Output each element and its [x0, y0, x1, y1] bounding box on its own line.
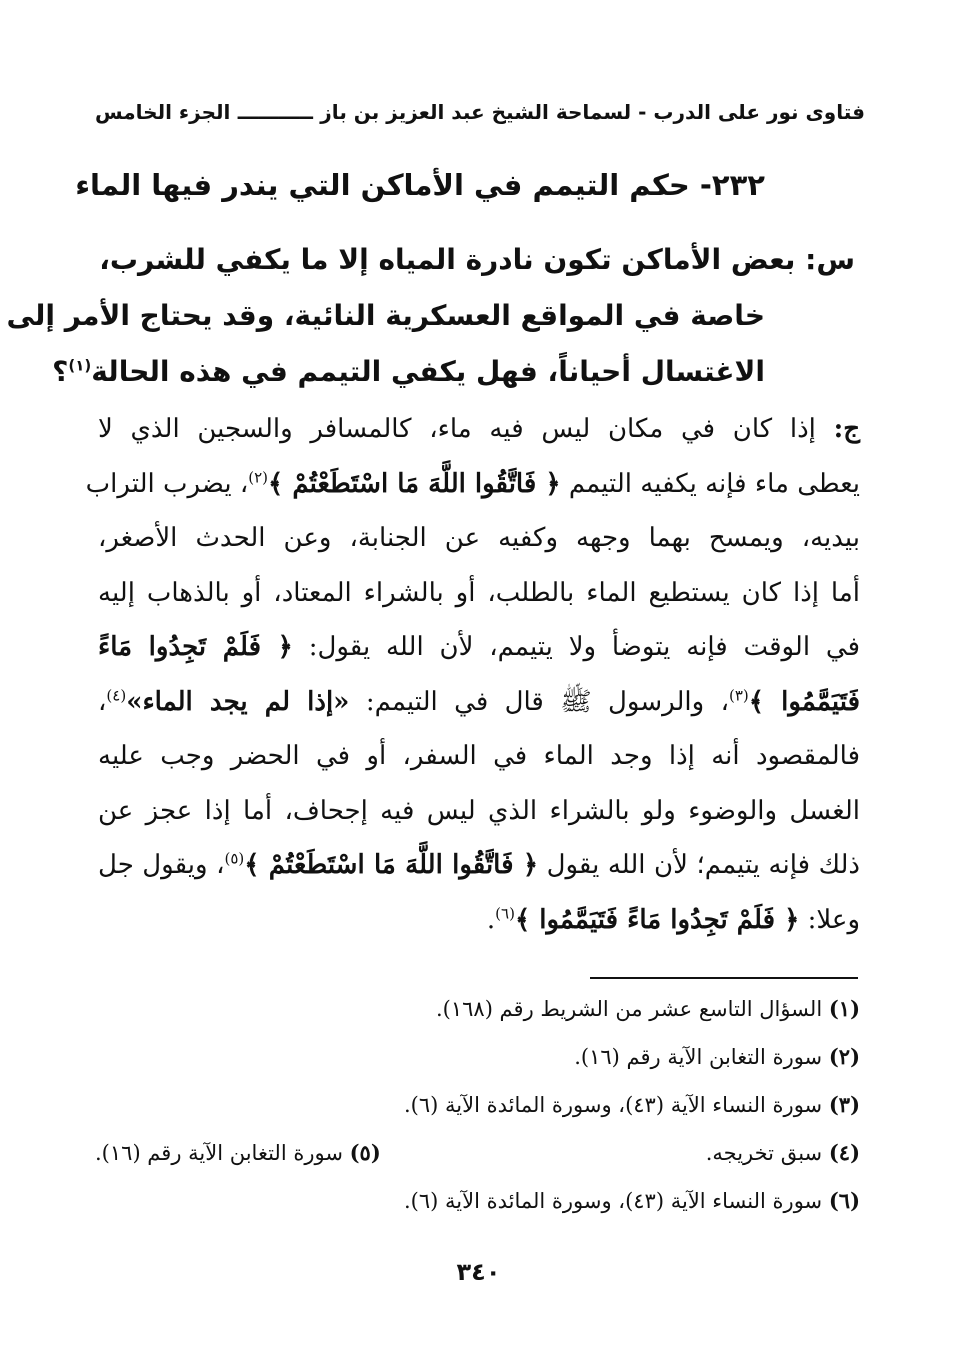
answer-line-10	[98, 893, 860, 948]
header-rule: ـــــــــــ	[237, 100, 313, 124]
footnote-6	[95, 1177, 860, 1225]
answer-text: ذلك فإنه يتيمم؛ لأن الله يقول	[546, 850, 861, 880]
footnote-text: سورة التغابن الآية رقم (١٦).	[95, 1141, 343, 1165]
answer-line-2	[85, 457, 860, 512]
header-book-title: فتاوى نور على الدرب - لسماحة الشيخ عبد العزيز بن باز	[320, 100, 865, 124]
answer-text: ، ويقول جل	[98, 850, 225, 880]
quran-verse: فَتَيَمَّمُوا ﴾	[748, 686, 860, 717]
answer-line-6	[98, 675, 860, 730]
chapter-title: ٢٣٢- حكم التيمم في الأماكن التي يندر فيها الماء	[75, 168, 765, 202]
footnote-number: (٤)	[828, 1140, 860, 1165]
answer-line-4: أما إذا كان يستطيع الماء بالطلب، أو بالشراء المعتاد، أو بالذهاب إليه	[98, 577, 860, 608]
answer-text: ، والرسول ﷺ قال في التيمم:	[365, 686, 729, 717]
question-mark: ؟	[52, 355, 69, 388]
footnote-text: سبق تخريجه.	[705, 1141, 823, 1165]
question-block	[6, 232, 855, 400]
footnotes	[95, 985, 860, 1225]
answer-text: ،	[98, 686, 107, 717]
quran-verse: ﴿ فَلَمْ تَجِدُوا مَاءً فَتَيَمَّمُوا ﴾	[514, 904, 800, 935]
question-line-3	[52, 344, 855, 400]
footnote-number: (٦)	[828, 1188, 860, 1213]
answer-text: وعلا:	[807, 904, 860, 935]
footnote-text: سورة التغابن الآية رقم (١٦).	[574, 1045, 823, 1069]
answer-line-3: بيديه، ويمسح بهما وجهه وكفيه عن الجنابة، وعن الحدث الأصغر،	[98, 523, 860, 553]
running-header	[95, 92, 865, 132]
footnote-ref-1[interactable]: (١)	[68, 356, 92, 375]
header-part-label: الجزء الخامس	[95, 100, 231, 124]
footnote-text: سورة النساء الآية (٤٣)، وسورة المائدة الآية (٦).	[403, 1093, 823, 1117]
answer-text: في الوقت فإنه يتوضأ ولا يتيمم، لأن الله يقول:	[308, 632, 860, 662]
question-text-1: بعض الأماكن تكون نادرة المياه إلا ما يكفي للشرب،	[99, 243, 796, 276]
quran-verse: ﴿ فَاتَّقُوا اللَّهَ مَا اسْتَطَعْتُمْ ﴾	[244, 850, 539, 880]
footnote-row-4-5	[95, 1129, 860, 1177]
footnote-ref-5[interactable]: (٥)	[224, 849, 245, 868]
answer-text: .	[486, 904, 496, 935]
footnote-5	[95, 1129, 381, 1177]
quran-verse: ﴿ فَلَمْ تَجِدُوا مَاءً	[98, 632, 293, 662]
question-text-3: الاغتسال أحياناً، فهل يكفي التيمم في هذه الحالة	[91, 355, 765, 388]
footnote-1	[95, 985, 860, 1033]
footnote-ref-6[interactable]: (٦)	[495, 903, 515, 922]
footnote-number: (٥)	[349, 1140, 381, 1165]
page-number: ٣٤٠	[456, 1258, 501, 1286]
footnote-text: السؤال التاسع عشر من الشريط رقم (١٦٨).	[435, 997, 823, 1021]
footnote-text: سورة النساء الآية (٤٣)، وسورة المائدة الآية (٦).	[403, 1189, 823, 1213]
footnote-4	[706, 1129, 860, 1177]
footnote-2	[95, 1033, 860, 1081]
footnote-ref-4[interactable]: (٤)	[106, 685, 127, 704]
footnote-number: (١)	[828, 996, 860, 1021]
answer-text: ، يضرب التراب	[85, 468, 249, 499]
footnote-divider	[590, 977, 858, 979]
question-label: س:	[805, 243, 855, 276]
answer-line-8: الغسل والوضوء ولو بالشراء الذي ليس فيه إجحاف، أما إذا عجز عن	[98, 795, 860, 826]
answer-text: يعطى ماء فإنه يكفيه التيمم	[568, 468, 860, 499]
answer-text-1: إذا كان في مكان ليس فيه ماء، كالمسافر والسجين الذي لا	[98, 414, 816, 444]
question-line-2: خاصة في المواقع العسكرية النائية، وقد يحتاج الأمر إلى	[6, 299, 765, 332]
hadith-quote: «إذا لم يجد الماء»	[126, 686, 350, 717]
footnote-number: (٣)	[828, 1092, 860, 1117]
question-line-1	[99, 232, 855, 288]
footnote-ref-2[interactable]: (٢)	[248, 467, 269, 486]
answer-block	[85, 402, 861, 947]
answer-line-5	[98, 620, 860, 675]
answer-line-9	[98, 838, 860, 893]
answer-line-7: فالمقصود أنه إذا وجد الماء في السفر، أو في الحضر وجب عليه	[98, 741, 860, 771]
answer-label: ج:	[833, 414, 861, 444]
answer-line-1	[98, 402, 860, 457]
quran-verse: ﴿ فَاتَّقُوا اللَّهَ مَا اسْتَطَعْتُمْ ﴾	[268, 468, 561, 499]
footnote-ref-3[interactable]: (٣)	[728, 685, 749, 704]
footnote-number: (٢)	[828, 1044, 860, 1069]
footnote-3	[95, 1081, 860, 1129]
